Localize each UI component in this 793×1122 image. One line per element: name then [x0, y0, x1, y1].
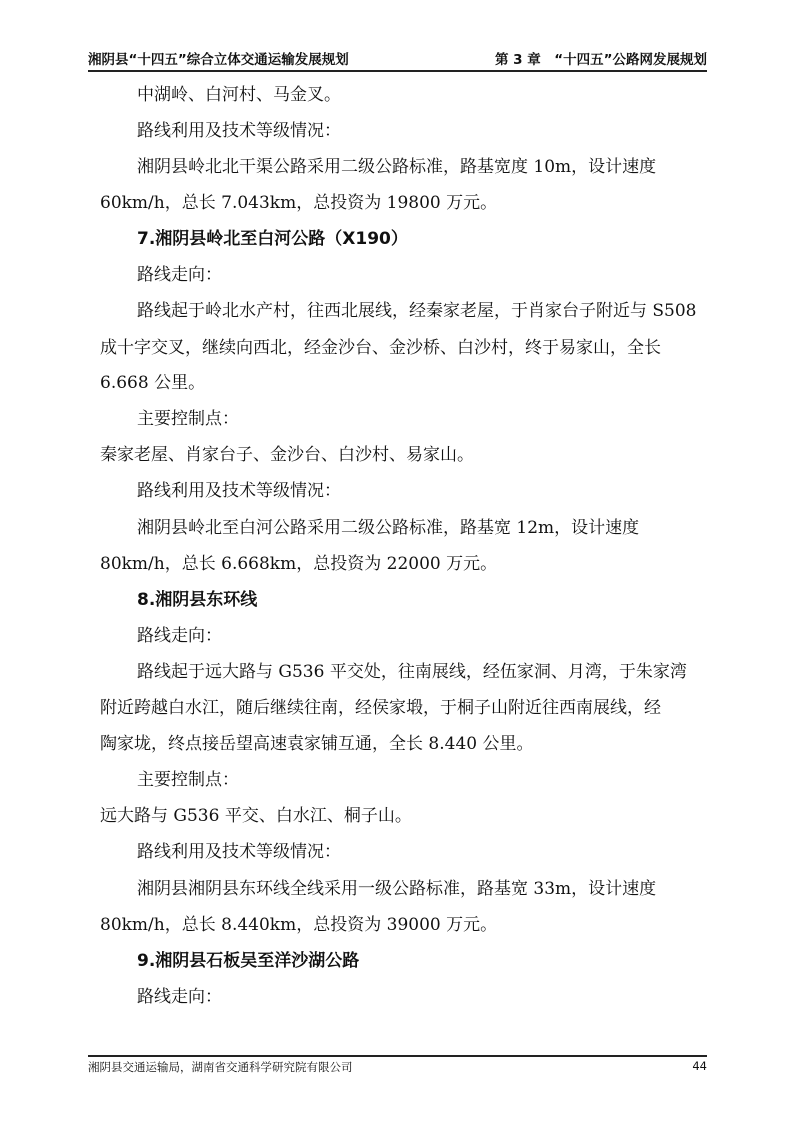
body-line: 路线利用及技术等级情况：	[137, 481, 341, 501]
section-heading-9: 9.湘阴县石板吴至洋沙湖公路	[137, 951, 360, 971]
body-line: 主要控制点：	[137, 409, 239, 429]
header-chapter-title: 第 3 章 “十四五”公路网发展规划	[494, 52, 707, 68]
body-line: 路线利用及技术等级情况：	[137, 842, 341, 862]
body-line: 秦家老屋、肖家台子、金沙台、白沙村、易家山。	[100, 445, 474, 465]
body-line: 湘阴县岭北至白河公路采用二级公路标准，路基宽 12m，设计速度	[137, 518, 640, 538]
section-heading-7: 7.湘阴县岭北至白河公路（X190）	[137, 229, 408, 249]
body-line: 远大路与 G536 平交、白水江、桐子山。	[100, 806, 412, 826]
body-line: 路线走向：	[137, 626, 222, 646]
body-line: 湘阴县湘阴县东环线全线采用一级公路标准，路基宽 33m，设计速度	[137, 879, 657, 899]
body-line: 路线起于岭北水产村，往西北展线，经秦家老屋，于肖家台子附近与 S508	[137, 301, 697, 321]
body-line: 湘阴县岭北北干渠公路采用二级公路标准，路基宽度 10m，设计速度	[137, 157, 657, 177]
body-line: 60km/h，总长 7.043km，总投资为 19800 万元。	[100, 193, 498, 213]
body-line: 80km/h，总长 6.668km，总投资为 22000 万元。	[100, 554, 498, 574]
body-line: 6.668 公里。	[100, 373, 206, 393]
body-line: 陶家垅，终点接岳望高速袁家铺互通，全长 8.440 公里。	[100, 734, 534, 754]
footer-rule	[88, 1055, 707, 1057]
section-heading-8: 8.湘阴县东环线	[137, 590, 258, 610]
body-line: 成十字交叉，继续向西北，经金沙台、金沙桥、白沙村，终于易家山，全长	[100, 338, 661, 358]
body-line: 80km/h，总长 8.440km，总投资为 39000 万元。	[100, 915, 498, 935]
body-line: 中湖岭、白河村、马金叉。	[137, 85, 341, 105]
page-footer	[88, 1059, 707, 1077]
footer-organization: 湘阴县交通运输局，湖南省交通科学研究院有限公司	[88, 1060, 353, 1074]
body-line: 路线利用及技术等级情况：	[137, 121, 341, 141]
page-header	[88, 46, 707, 68]
body-line: 路线走向：	[137, 987, 222, 1007]
page-number: 44	[692, 1059, 707, 1073]
header-rule	[88, 70, 707, 72]
body-line: 路线起于远大路与 G536 平交处，往南展线，经伍家洞、月湾，于朱家湾	[137, 662, 687, 682]
header-document-title: 湘阴县“十四五”综合立体交通运输发展规划	[88, 52, 349, 68]
body-line: 附近跨越白水江，随后继续往南，经侯家塅，于桐子山附近往西南展线，经	[100, 698, 661, 718]
body-line: 主要控制点：	[137, 770, 239, 790]
body-line: 路线走向：	[137, 265, 222, 285]
